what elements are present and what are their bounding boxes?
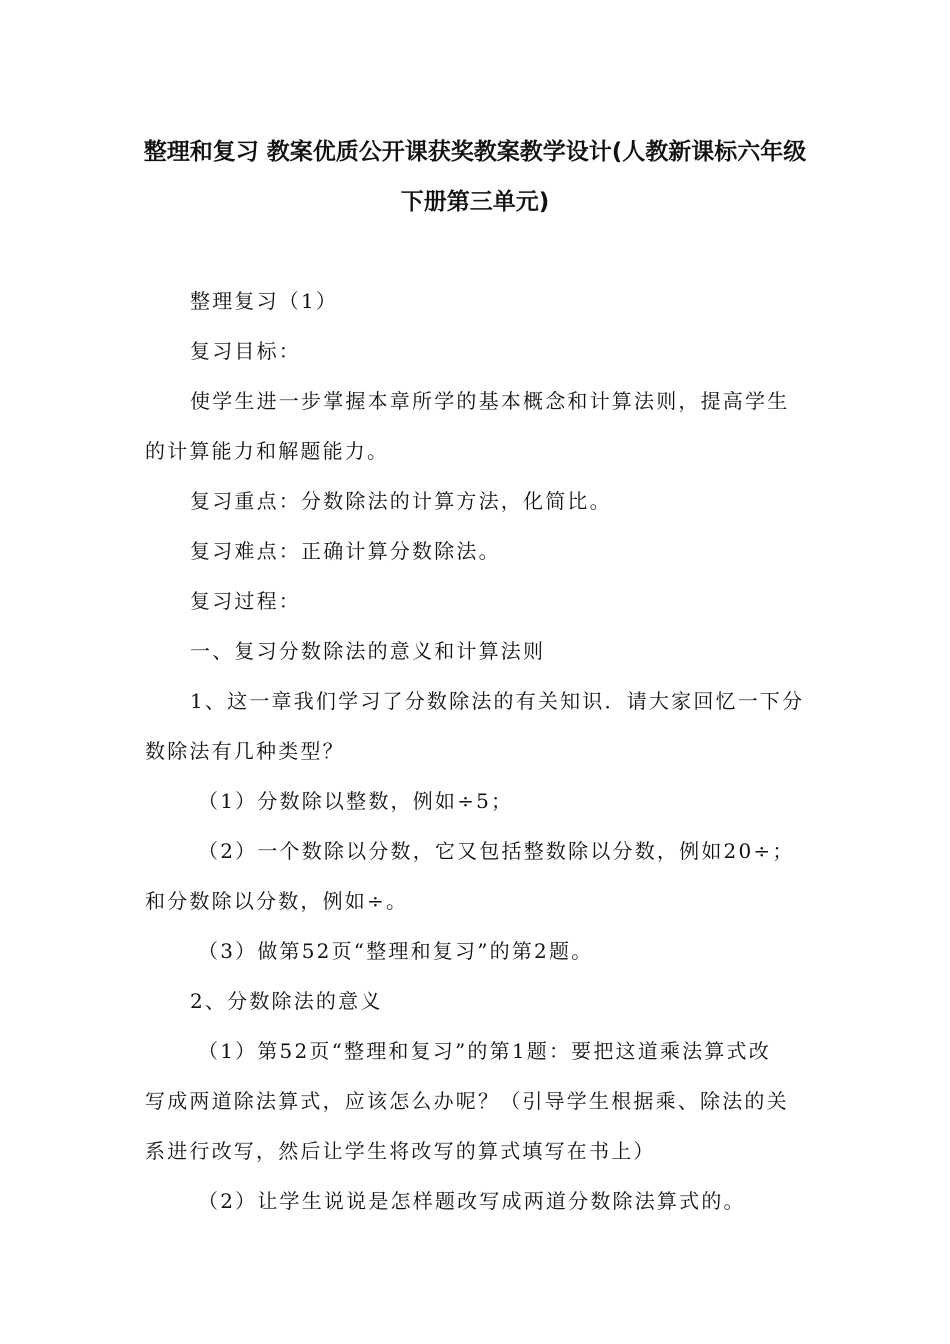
text-line: 复习目标： (190, 339, 301, 363)
text-line: 复习重点：分数除法的计算方法，化简比。 (190, 489, 612, 513)
document-title-line-2: 下册第三单元) (400, 189, 550, 215)
document-title-line-1: 整理和复习 教案优质公开课获奖教案教学设计(人教新课标六年级 (143, 139, 807, 165)
text-line: （1）第52页“整理和复习”的第1题：要把这道乘法算式改 (198, 1039, 771, 1063)
text-line: （2）一个数除以分数，它又包括整数除以分数，例如20÷； (198, 839, 795, 863)
section-heading: 整理复习（1） (190, 289, 339, 313)
text-line: 1、这一章我们学习了分数除法的有关知识．请大家回忆一下分 (190, 689, 805, 713)
text-line: 复习过程： (190, 589, 301, 613)
text-line: 数除法有几种类型？ (145, 739, 345, 763)
text-line: 使学生进一步掌握本章所学的基本概念和计算法则，提高学生 (190, 389, 790, 413)
text-line: 写成两道除法算式，应该怎么办呢？（引导学生根据乘、除法的关 (145, 1089, 789, 1113)
text-line: 的计算能力和解题能力。 (145, 439, 390, 463)
text-line: 系进行改写，然后让学生将改写的算式填写在书上） (145, 1139, 656, 1163)
text-line: （1）分数除以整数，例如÷5； (198, 789, 514, 813)
text-line: 2、分数除法的意义 (190, 989, 383, 1013)
text-line: （3）做第52页“整理和复习”的第2题。 (198, 939, 594, 963)
text-line: 复习难点：正确计算分数除法。 (190, 539, 501, 563)
text-line: 一、复习分数除法的意义和计算法则 (190, 639, 546, 663)
text-line: 和分数除以分数，例如÷。 (145, 889, 409, 913)
text-line: （2）让学生说说是怎样题改写成两道分数除法算式的。 (198, 1189, 746, 1213)
